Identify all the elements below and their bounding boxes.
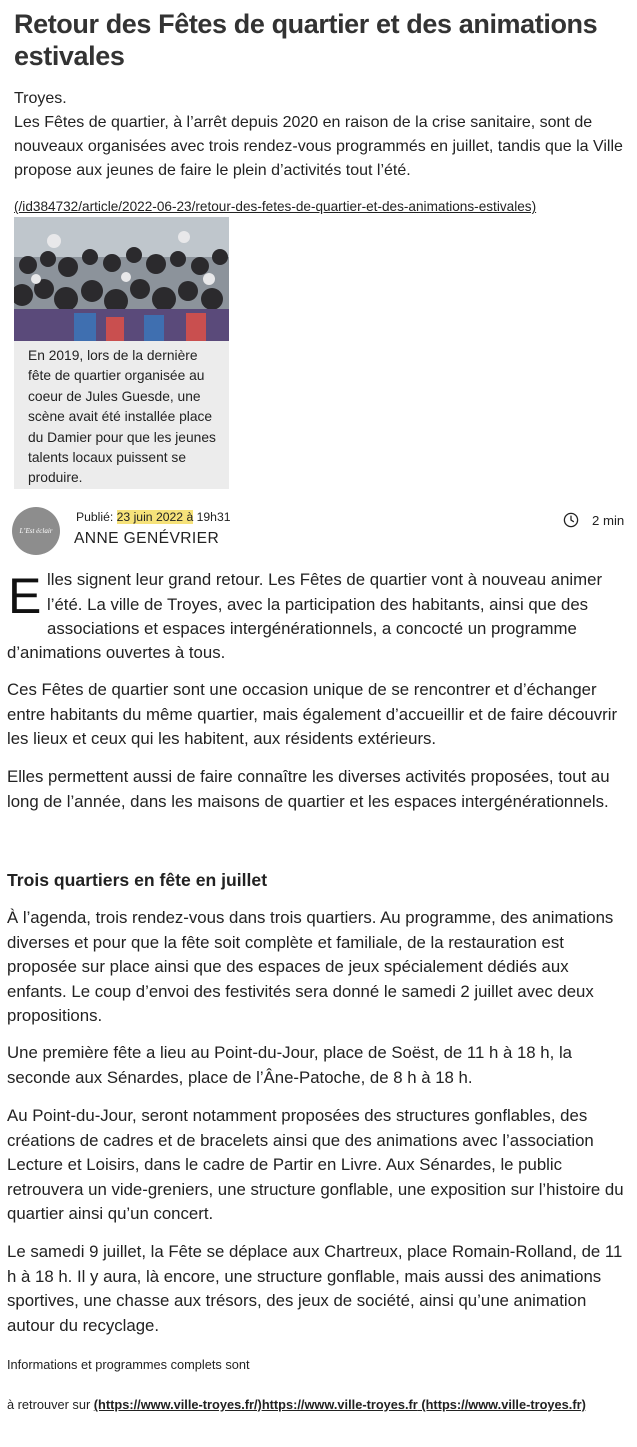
- published-date: 23 juin 2022 à: [116, 510, 194, 524]
- ville-troyes-link-3[interactable]: (https://www.ville-troyes.fr): [417, 1397, 586, 1412]
- photo-caption-box: [14, 341, 229, 489]
- photo-caption: En 2019, lors de la dernière fête de quartier organisée au coeur de Jules Guesde, une scène avait été installée place du Damier pour que les jeunes talents locaux puissent se produire.: [28, 348, 216, 486]
- publisher-logo-text: L’Est éclair: [19, 527, 53, 535]
- article-lead: Les Fêtes de quartier, à l’arrêt depuis 2020 en raison de la crise sanitaire, sont de nouveaux organisées avec trois rendez-vous programmés en juillet, tandis que la Ville propose aux jeunes de faire le plein d’activités tout l’été.: [14, 114, 623, 179]
- article-link[interactable]: (/id384732/article/2022-06-23/retour-des-fetes-de-quartier-et-des-animations-estivales): [14, 199, 537, 214]
- ville-troyes-link-2[interactable]: https://www.ville-troyes.fr: [261, 1397, 418, 1412]
- section-heading: Trois quartiers en fête en juillet: [7, 870, 268, 890]
- drop-cap: E: [8, 568, 42, 624]
- read-time: 2 min: [592, 513, 625, 528]
- publisher-avatar: [12, 507, 60, 555]
- info-links-line: [7, 1395, 607, 1415]
- article-photo: [14, 217, 229, 341]
- clock-icon: [563, 512, 579, 528]
- paragraph-1-end: d’animations ouvertes à tous.: [7, 643, 226, 662]
- article-city: Troyes.: [14, 90, 67, 107]
- paragraph-6: Au Point-du-Jour, seront notamment proposées des structures gonflables, des créations de cadres et de bracelets ainsi que des animations avec l’association Lecture et Loisirs, dans le cadre de Partir en Livre. Aux Sénardes, le public retrouvera un vide-greniers, une structure gonflable, une exposition sur l’histoire du quartier ainsi qu’un concert.: [7, 1106, 624, 1224]
- author-name: ANNE GENÉVRIER: [74, 530, 220, 547]
- paragraph-5: Une première fête a lieu au Point-du-Jour, place de Soëst, de 11 h à 18 h, la seconde aux Sénardes, place de l’Âne-Patoche, de 8 h à 18 h.: [7, 1043, 573, 1087]
- ville-troyes-link-1[interactable]: (https://www.ville-troyes.fr/): [93, 1397, 262, 1412]
- paragraph-7: Le samedi 9 juillet, la Fête se déplace aux Chartreux, place Romain-Rolland, de 11 h à 18 h. Il y aura, là encore, une structure gonflable, mais aussi des animations sportives, une chasse aux trésors, des jeux de société, ainsi qu’une animation autour du recyclage.: [7, 1242, 623, 1335]
- published-time: 19h31: [193, 510, 231, 524]
- info-line: Informations et programmes complets sont: [7, 1357, 250, 1372]
- published-line: [76, 509, 231, 525]
- paragraph-4: À l’agenda, trois rendez-vous dans trois quartiers. Au programme, des animations diverses et pour que la fête soit complète et familiale, de la restauration est proposée sur place ainsi que des espaces de jeux spécialement dédiés aux enfants. Le coup d’envoi des festivités sera donné le samedi 2 juillet avec deux propositions.: [7, 908, 614, 1026]
- article-title: Retour des Fêtes de quartier et des animations estivales: [14, 9, 598, 71]
- retrouver-prefix: à retrouver sur: [7, 1397, 94, 1412]
- paragraph-3: Elles permettent aussi de faire connaître les diverses activités proposées, tout au long de l’année, dans les maisons de quartier et les espaces intergénérationnels.: [7, 767, 610, 811]
- published-label: Publié:: [76, 510, 117, 524]
- paragraph-2: Ces Fêtes de quartier sont une occasion unique de se rencontrer et d’échanger entre habitants du même quartier, mais également d’accueillir et de faire découvrir les lieux et ceux qui les habitent, aux résidents extérieurs.: [7, 680, 618, 749]
- paragraph-1-start: lles signent leur grand retour. Les Fêtes de quartier vont à nouveau animer l’été. La ville de Troyes, avec la participation des habitants, ainsi que des associations et espaces intergénérationnels, a concocté un programme: [47, 570, 603, 639]
